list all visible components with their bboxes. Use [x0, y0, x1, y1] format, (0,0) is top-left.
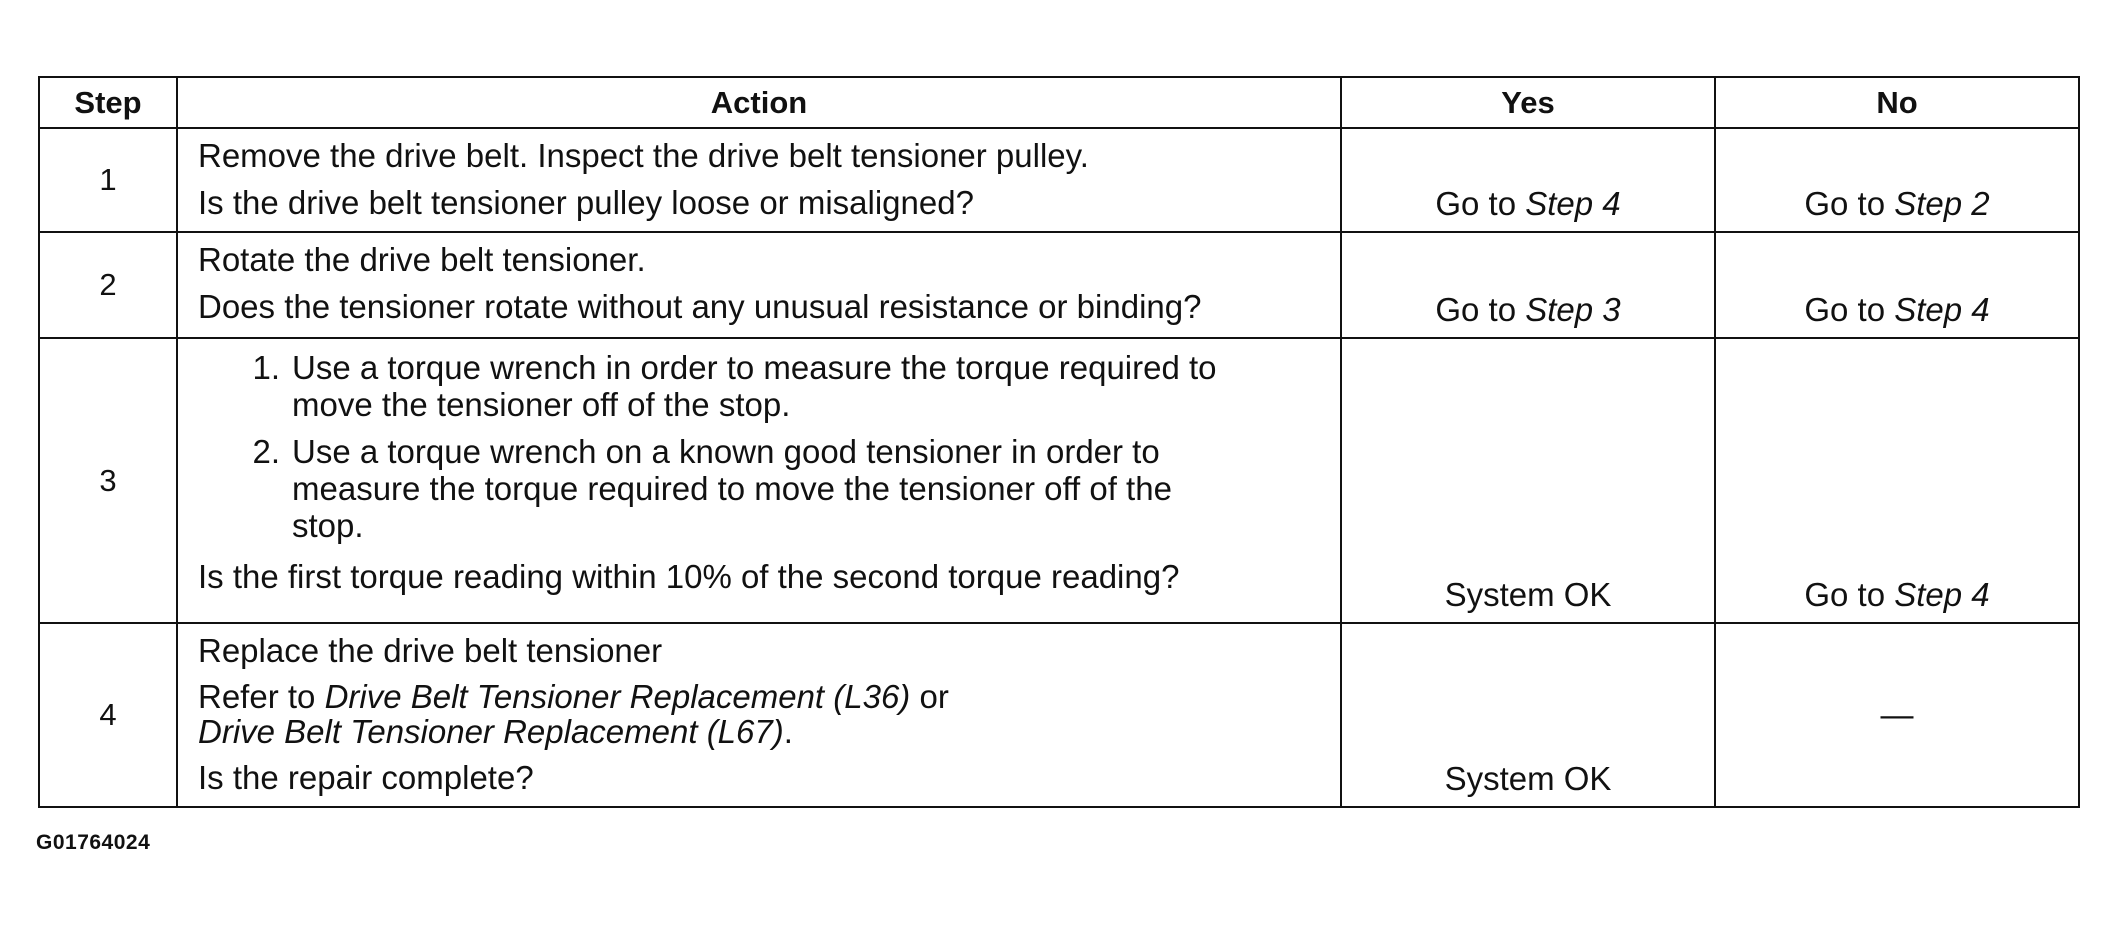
- action-text: Replace the drive belt tensioner: [198, 632, 663, 669]
- no-step-link[interactable]: Step 4: [1894, 576, 1990, 613]
- no-prefix: Go to: [1804, 291, 1886, 328]
- no-prefix: Go to: [1804, 576, 1886, 613]
- procedure-link-l36[interactable]: Drive Belt Tensioner Replacement (L36): [324, 678, 911, 715]
- action-question: Is the repair complete?: [198, 759, 534, 796]
- no-cell: —: [1715, 623, 2079, 807]
- no-cell: [1715, 338, 2079, 623]
- yes-prefix: Go to: [1435, 185, 1517, 222]
- yes-cell: [1341, 232, 1715, 338]
- list-item-text: Use a torque wrench on a known good tensioner in order to measure the torque required to move the tensioner off of the stop.: [292, 433, 1172, 544]
- action-question: Does the tensioner rotate without any unusual resistance or binding?: [198, 288, 1202, 325]
- action-cell: [177, 338, 1341, 623]
- yes-cell: System OK: [1341, 623, 1715, 807]
- step-number: 1: [39, 128, 177, 232]
- action-text: Rotate the drive belt tensioner.: [198, 241, 646, 278]
- refer-prefix: Refer to: [198, 678, 316, 715]
- diagnostic-table: [38, 76, 2080, 808]
- procedure-link-l67[interactable]: Drive Belt Tensioner Replacement (L67): [198, 713, 784, 750]
- action-cell: [177, 128, 1341, 232]
- no-step-link[interactable]: Step 2: [1894, 185, 1990, 222]
- no-cell: [1715, 232, 2079, 338]
- action-cell: [177, 232, 1341, 338]
- list-item-number: 1.: [252, 349, 280, 386]
- list-item-number: 2.: [252, 433, 280, 470]
- list-item: [198, 433, 1320, 544]
- yes-prefix: Go to: [1435, 291, 1517, 328]
- action-question: Is the first torque reading within 10% of the second torque reading?: [198, 558, 1180, 595]
- yes-step-link[interactable]: Step 3: [1525, 291, 1621, 328]
- header-no: No: [1715, 77, 2079, 128]
- refer-or: or: [919, 678, 949, 715]
- no-prefix: Go to: [1804, 185, 1886, 222]
- list-item: [198, 349, 1320, 423]
- table-row: [39, 128, 2079, 232]
- step-number: 2: [39, 232, 177, 338]
- table-row: [39, 232, 2079, 338]
- header-step: Step: [39, 77, 177, 128]
- header-yes: Yes: [1341, 77, 1715, 128]
- action-text: Remove the drive belt. Inspect the drive belt tensioner pulley.: [198, 137, 1089, 174]
- header-row: [39, 77, 2079, 128]
- table-row: [39, 623, 2079, 807]
- no-step-link[interactable]: Step 4: [1894, 291, 1990, 328]
- step-number: 4: [39, 623, 177, 807]
- yes-cell: [1341, 128, 1715, 232]
- yes-step-link[interactable]: Step 4: [1525, 185, 1621, 222]
- step-number: 3: [39, 338, 177, 623]
- table-row: [39, 338, 2079, 623]
- refer-end: .: [783, 713, 793, 750]
- yes-cell: System OK: [1341, 338, 1715, 623]
- list-item-text: Use a torque wrench in order to measure the torque required to move the tensioner off of the stop.: [292, 349, 1217, 423]
- no-cell: [1715, 128, 2079, 232]
- action-cell: [177, 623, 1341, 807]
- refer-text: [198, 679, 1320, 749]
- figure-id: G01764024: [36, 831, 151, 854]
- header-action: Action: [177, 77, 1341, 128]
- action-question: Is the drive belt tensioner pulley loose or misaligned?: [198, 184, 974, 221]
